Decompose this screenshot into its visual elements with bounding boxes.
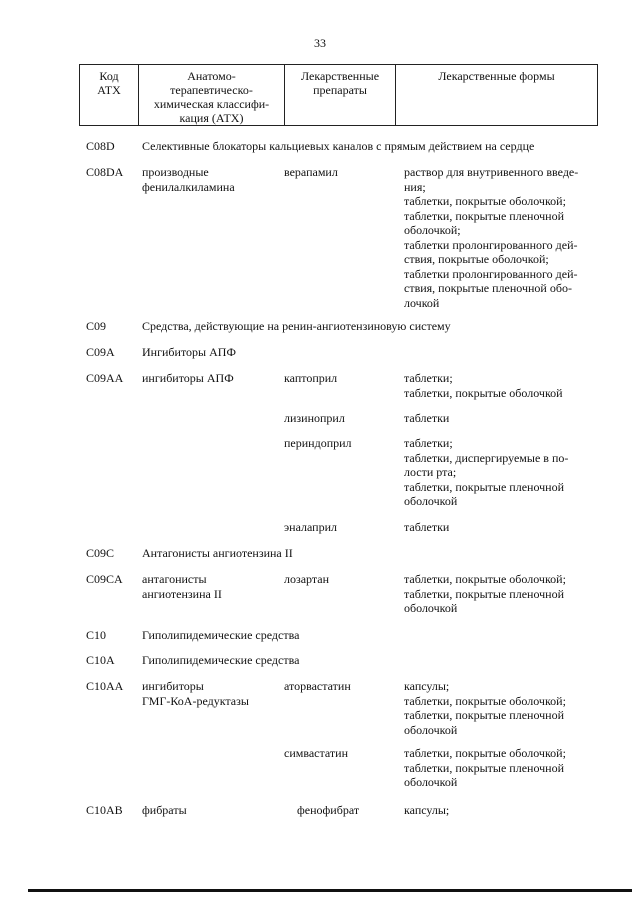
drug-name: симвастатин xyxy=(284,746,348,760)
header-line: Код xyxy=(99,69,119,83)
text-line: ингибиторы xyxy=(142,679,204,693)
atc-code: C09AA xyxy=(86,371,124,385)
drug-name: лизиноприл xyxy=(284,411,345,425)
text-line: таблетки, покрытые пленочной xyxy=(404,208,565,223)
atc-code: C10AA xyxy=(86,679,124,693)
dosage-forms xyxy=(404,520,600,535)
atc-name: ингибиторы АПФ xyxy=(142,371,234,385)
atc-code: C08D xyxy=(86,139,115,153)
atc-name: Антагонисты ангиотензина II xyxy=(142,546,293,560)
dosage-forms xyxy=(404,371,600,400)
text-line: таблетки, покрытые оболочкой; xyxy=(404,194,566,208)
text-line: ния; xyxy=(404,179,426,194)
atc-name: Селективные блокаторы кальциевых каналов с прямым действием на сердце xyxy=(142,139,535,153)
bottom-rule xyxy=(28,889,632,892)
drug-name: лозартан xyxy=(284,572,330,586)
text-line: таблетки; xyxy=(404,436,453,450)
text-line: таблетки, покрытые пленочной xyxy=(404,760,565,775)
text-line: таблетки пролонгированного дей- xyxy=(404,237,578,252)
text-line: оболочкой xyxy=(404,494,458,508)
text-line: оболочкой xyxy=(404,775,458,789)
text-line: капсулы; xyxy=(404,679,450,693)
text-line: ствия, покрытые оболочкой; xyxy=(404,252,549,266)
atc-code: C09C xyxy=(86,546,115,560)
text-line: капсулы; xyxy=(404,803,450,817)
text-line: таблетки xyxy=(404,411,450,425)
atc-name xyxy=(142,165,280,194)
header-line: кация (АТХ) xyxy=(179,111,244,125)
header-line: терапевтическо- xyxy=(170,83,253,97)
text-line: раствор для внутривенного введе- xyxy=(404,165,579,179)
dosage-forms xyxy=(404,572,600,616)
header-line: Анатомо- xyxy=(187,69,236,83)
atc-name xyxy=(142,679,280,708)
header-line: химическая классифи- xyxy=(153,97,270,111)
dosage-forms xyxy=(404,746,600,790)
atc-code: C10AB xyxy=(86,803,123,817)
atc-name: Средства, действующие на ренин-ангиотензиновую систему xyxy=(142,319,451,333)
text-line: ствия, покрытые пленочной обо- xyxy=(404,281,572,295)
atc-code: C10 xyxy=(86,628,107,642)
header-line: Лекарственные формы xyxy=(438,69,555,83)
dosage-forms xyxy=(404,411,600,426)
page-number: 33 xyxy=(314,36,326,50)
atc-code: C09CA xyxy=(86,572,123,586)
text-line: фенилалкиламина xyxy=(142,179,235,194)
text-line: таблетки; xyxy=(404,371,453,385)
drug-name: периндоприл xyxy=(284,436,352,450)
text-line: лочкой xyxy=(404,295,440,310)
header-line: препараты xyxy=(313,83,367,97)
header-code xyxy=(80,65,139,125)
header-atc xyxy=(139,65,285,125)
atc-name: Ингибиторы АПФ xyxy=(142,345,236,359)
header-forms xyxy=(396,65,597,125)
text-line: производные xyxy=(142,165,209,179)
text-line: таблетки, покрытые пленочной xyxy=(404,586,565,601)
text-line: оболочкой xyxy=(404,601,458,615)
text-line: ангиотензина II xyxy=(142,586,222,601)
atc-code: C09 xyxy=(86,319,107,333)
text-line: таблетки, покрытые оболочкой; xyxy=(404,746,566,760)
header-line: Лекарственные xyxy=(300,69,380,83)
dosage-forms xyxy=(404,165,600,310)
text-line: таблетки xyxy=(404,520,450,534)
drug-name: каптоприл xyxy=(284,371,338,385)
dosage-forms xyxy=(404,679,600,737)
dosage-forms xyxy=(404,803,600,818)
atc-name xyxy=(142,572,280,601)
text-line: таблетки, покрытые пленочной xyxy=(404,708,565,722)
atc-name: фибраты xyxy=(142,803,187,817)
text-line: таблетки, покрытые оболочкой; xyxy=(404,693,566,708)
atc-name: Гиполипидемические средства xyxy=(142,653,300,667)
atc-code: C09A xyxy=(86,345,115,359)
atc-code: C08DA xyxy=(86,165,124,179)
text-line: таблетки пролонгированного дей- xyxy=(404,266,578,281)
drug-name: аторвастатин xyxy=(284,679,351,693)
header-line: АТХ xyxy=(97,83,121,97)
header-drugs xyxy=(285,65,396,125)
table-header xyxy=(79,64,598,126)
atc-code: C10A xyxy=(86,653,115,667)
text-line: таблетки, покрытые пленочной xyxy=(404,479,565,494)
drug-name: эналаприл xyxy=(284,520,337,534)
text-line: таблетки, покрытые оболочкой xyxy=(404,385,563,400)
text-line: антагонисты xyxy=(142,572,207,586)
text-line: ГМГ-КоА-редуктазы xyxy=(142,693,249,708)
text-line: оболочкой xyxy=(404,722,458,737)
text-line: таблетки, диспергируемые в по- xyxy=(404,450,569,465)
text-line: лости рта; xyxy=(404,465,457,479)
drug-name: фенофибрат xyxy=(297,803,360,817)
atc-name: Гиполипидемические средства xyxy=(142,628,300,642)
text-line: оболочкой; xyxy=(404,223,461,237)
dosage-forms xyxy=(404,436,600,509)
drug-name: верапамил xyxy=(284,165,338,179)
text-line: таблетки, покрытые оболочкой; xyxy=(404,572,566,586)
